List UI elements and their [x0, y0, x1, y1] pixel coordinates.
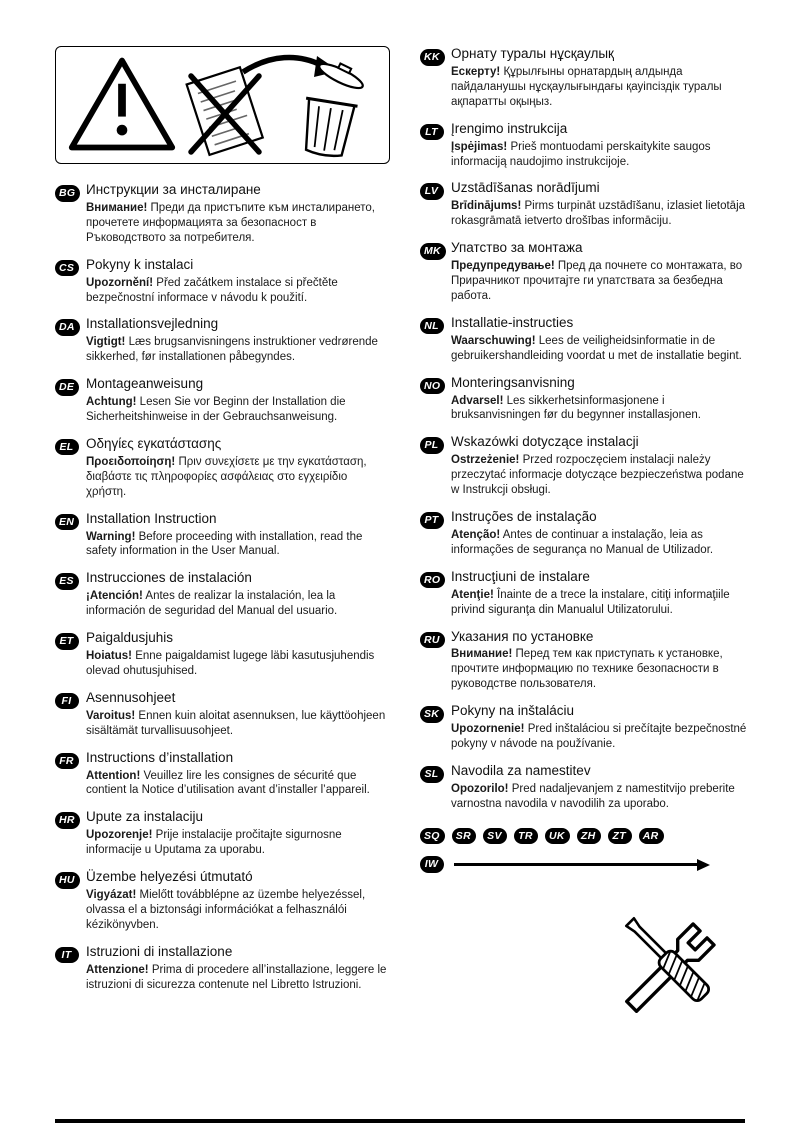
- language-code-badge: NO: [420, 378, 445, 395]
- entry-title: Pokyny k instalaci: [86, 256, 194, 272]
- entry-title: Istruzioni di installazione: [86, 943, 233, 959]
- language-entry: [55, 436, 390, 500]
- language-entry: [420, 180, 755, 229]
- language-code-badge: CS: [55, 260, 79, 277]
- entry-title: Installation Instruction: [86, 510, 217, 526]
- entry-text: [86, 316, 390, 365]
- entry-text: [86, 750, 390, 799]
- entry-body: [86, 589, 390, 619]
- language-entry: [55, 316, 390, 365]
- entry-body-text: Enne paigaldamist lugege läbi kasutusjuhendis olevad ohutusjuhised.: [86, 650, 375, 677]
- language-code-badge: ET: [55, 633, 79, 650]
- entry-title: Instruções de instalação: [451, 509, 597, 525]
- language-code-badge: DA: [55, 319, 80, 336]
- language-code-badge: UK: [545, 828, 570, 845]
- language-code-badge: LT: [420, 124, 444, 141]
- entry-body-text: Veuillez lire les consignes de sécurité que contient la Notice d’utilisation avant d’installer l’appareil.: [86, 769, 370, 797]
- badge-column: [420, 434, 451, 498]
- language-entry: [420, 375, 755, 424]
- entry-body: [86, 276, 390, 306]
- entry-body: [451, 782, 755, 812]
- language-code-badge: PT: [420, 512, 444, 529]
- badge-column: [55, 690, 86, 739]
- entry-warning-lead: Varoitus!: [86, 709, 136, 722]
- language-code-badge: SR: [452, 828, 476, 845]
- badge-column: [55, 750, 86, 799]
- badge-column: [55, 182, 86, 246]
- language-code-badge: RO: [420, 572, 445, 589]
- entry-body-text: Πριν συνεχίσετε με την εγκατάσταση, διαβάστε τις πληροφορίες ασφάλειας στο εγχειρίδιο χρήστη.: [86, 455, 367, 498]
- entry-body: [86, 455, 390, 500]
- language-entry: [55, 511, 390, 560]
- entry-body: [86, 888, 390, 933]
- entry-body: [451, 394, 755, 424]
- language-list-left: [55, 182, 390, 993]
- entry-text: [451, 509, 755, 558]
- entry-body-text: Mielőtt továbblépne az üzembe helyezéssel, olvassa el a biztonsági információkat a felhasználói kézikönyvben.: [86, 889, 366, 931]
- language-code-badge: RU: [420, 632, 445, 649]
- entry-body-text: Înainte de a trece la instalare, citiţi informaţiile privind siguranţa din Manualul Utilizatorului.: [451, 588, 730, 616]
- language-code-badge: ZH: [577, 828, 601, 845]
- badge-column: [55, 511, 86, 560]
- entry-title: Pokyny na inštaláciu: [451, 703, 575, 719]
- entry-body: [451, 140, 755, 170]
- entry-body: [86, 335, 390, 365]
- entry-body: [451, 453, 755, 498]
- footer-rule: [55, 1119, 745, 1123]
- entry-text: [86, 182, 390, 246]
- language-code-badge: TR: [514, 828, 538, 845]
- badge-column: [420, 240, 451, 304]
- badge-column: [420, 509, 451, 558]
- language-code-badge: EN: [55, 514, 79, 531]
- entry-body-text: Læs brugsanvisningens instruktioner vedrørende sikkerhed, før installationen påbegyndes.: [86, 336, 378, 364]
- language-entry: [55, 809, 390, 858]
- entry-warning-lead: Vigyázat!: [86, 889, 137, 901]
- language-code-badge: HR: [55, 812, 80, 829]
- language-code-badge: PL: [420, 437, 444, 454]
- language-code-badge: IT: [55, 947, 79, 964]
- entry-warning-lead: Hoiatus!: [86, 650, 132, 662]
- entry-warning-lead: Advarsel!: [451, 394, 504, 407]
- entry-body: [86, 769, 390, 799]
- entry-warning-lead: Upozorenje!: [86, 829, 153, 842]
- entry-body: [451, 259, 755, 304]
- entry-text: [86, 257, 390, 306]
- right-arrow: [454, 863, 698, 866]
- entry-warning-lead: Ескерту!: [451, 65, 501, 78]
- entry-title: Οδηγίες εγκατάστασης: [86, 435, 222, 451]
- language-entry: [420, 240, 755, 304]
- entry-text: [86, 436, 390, 500]
- entry-text: [451, 121, 755, 170]
- language-code-badge: NL: [420, 318, 444, 335]
- entry-title: Asennusohjeet: [86, 689, 176, 705]
- entry-title: Installatie-instructies: [451, 314, 574, 330]
- language-code-badge: LV: [420, 183, 444, 200]
- entry-warning-lead: Įspėjimas!: [451, 140, 508, 153]
- entry-title: Įrengimo instrukcija: [451, 120, 568, 136]
- entry-warning-lead: Внимание!: [86, 201, 148, 214]
- entry-body: [86, 530, 390, 560]
- entry-title: Instructions d’installation: [86, 749, 234, 765]
- badge-column: [55, 944, 86, 993]
- entry-warning-lead: Vigtigt!: [86, 336, 126, 349]
- entry-body-text: Prima di procedere all’installazione, leggere le istruzioni di sicurezza contenute nel Libretto Istruzioni.: [86, 963, 387, 991]
- entry-title: Указания по установке: [451, 628, 594, 644]
- badge-column: [55, 257, 86, 306]
- language-entry: [420, 434, 755, 498]
- entry-text: [86, 570, 390, 619]
- entry-title: Instrucţiuni de instalare: [451, 568, 590, 584]
- badge-column: [420, 763, 451, 812]
- entry-title: Орнату туралы нұсқаулық: [451, 46, 614, 61]
- badge-column: [55, 809, 86, 858]
- language-entry: [420, 763, 755, 812]
- badge-column: [420, 315, 451, 364]
- entry-body-text: Przed rozpoczęciem instalacji należy przeczytać informacje dotyczące bezpieczeństwa podane w Instrukcji obsługi.: [451, 454, 744, 497]
- warning-triangle-icon: [66, 54, 178, 156]
- entry-warning-lead: Opozorilo!: [451, 782, 509, 795]
- entry-text: [86, 944, 390, 993]
- entry-body-text: Before proceeding with installation, read the safety information in the User Manual.: [86, 530, 363, 558]
- entry-text: [86, 376, 390, 425]
- entry-body: [451, 588, 755, 618]
- language-code-badge: SK: [420, 706, 444, 723]
- entry-text: [451, 629, 755, 693]
- entry-body-text: Pred nadaljevanjem z namestitvijo preberite varnostna navodila v navodilih za uporabo.: [451, 782, 735, 810]
- entry-title: Monteringsanvisning: [451, 374, 575, 390]
- language-code-badge: SQ: [420, 828, 445, 845]
- entry-text: [451, 375, 755, 424]
- entry-title: Instrucciones de instalación: [86, 570, 252, 586]
- language-code-badge: SL: [420, 766, 444, 783]
- entry-text: [86, 809, 390, 858]
- language-code-badge: KK: [420, 49, 445, 66]
- entry-text: [451, 763, 755, 812]
- entry-body: [86, 963, 390, 993]
- entry-body-text: Les sikkerhetsinformasjonene i bruksanvisningen før du begynner installasjonen.: [451, 394, 701, 422]
- badge-column: [55, 570, 86, 619]
- entry-title: Navodila za namestitev: [451, 763, 591, 778]
- entry-text: [86, 690, 390, 739]
- entry-warning-lead: Предупредување!: [451, 260, 555, 273]
- badge-column: [55, 376, 86, 425]
- language-code-badge: ES: [55, 573, 79, 590]
- tools-illustration: [420, 887, 755, 1045]
- badge-column: [420, 46, 451, 110]
- language-entry: [55, 376, 390, 425]
- entry-body-text: Pred inštaláciou si prečítajte bezpečnostné pokyny v návode na používanie.: [451, 723, 747, 751]
- language-entry: [55, 690, 390, 739]
- entry-body: [86, 201, 390, 246]
- entry-title: Montageanweisung: [86, 376, 204, 392]
- badge-column: [420, 703, 451, 752]
- language-entry: [55, 630, 390, 679]
- badge-column: [420, 629, 451, 693]
- language-code-badge: HU: [55, 872, 80, 889]
- language-entry: [55, 257, 390, 306]
- language-code-badge: FR: [55, 753, 79, 770]
- entry-body: [86, 709, 390, 739]
- entry-warning-lead: Upozornenie!: [451, 723, 525, 736]
- language-entry: [55, 869, 390, 933]
- badge-column: [55, 316, 86, 365]
- entry-text: [86, 869, 390, 933]
- entry-body-text: Před začátkem instalace si přečtěte bezpečnostní informace v návodu k použití.: [86, 276, 338, 304]
- language-list-right: [420, 46, 755, 812]
- entry-warning-lead: ¡Atención!: [86, 590, 143, 603]
- entry-title: Upute za instalaciju: [86, 809, 204, 825]
- entry-text: [451, 703, 755, 752]
- entry-body-text: Ennen kuin aloitat asennuksen, lue käyttöohjeen sisältämät turvallisuusohjeet.: [86, 709, 386, 737]
- entry-body-text: Prije instalacije pročitajte sigurnosne informacije u Uputama za uporabu.: [86, 829, 342, 857]
- entry-body: [86, 395, 390, 425]
- discard-warning-illustration: [55, 46, 390, 164]
- entry-warning-lead: Attention!: [86, 769, 141, 782]
- entry-text: [451, 46, 755, 110]
- entry-text: [86, 511, 390, 560]
- entry-body: [451, 199, 755, 229]
- entry-text: [451, 434, 755, 498]
- entry-body-text: Преди да пристъпите към инсталирането, прочетете информацията за безопасност в Ръководството за потребителя.: [86, 201, 375, 244]
- crossed-document-into-trash-icon: [183, 52, 379, 158]
- badge-column: [55, 869, 86, 933]
- right-column: [420, 46, 755, 1045]
- badge-column: [55, 436, 86, 500]
- entry-warning-lead: Atenţie!: [451, 588, 494, 601]
- page-content: [55, 46, 755, 1045]
- language-entry: [420, 121, 755, 170]
- entry-body: [451, 65, 755, 110]
- badge-column: [420, 180, 451, 229]
- entry-body-text: Antes de realizar la instalación, lea la información de seguridad del Manual del usuario.: [86, 590, 338, 618]
- entry-body-text: Перед тем как приступать к установке, прочтите информацию по технике безопасности в руководстве пользователя.: [451, 648, 723, 691]
- entry-text: [451, 240, 755, 304]
- entry-warning-lead: Ostrzeżenie!: [451, 454, 520, 467]
- entry-text: [86, 630, 390, 679]
- badge-column: [420, 375, 451, 424]
- entry-body-text: Пред да почнете со монтажата, во Прирачникот прочитајте ги упатствата за безбедна работа.: [451, 260, 743, 302]
- entry-warning-lead: Achtung!: [86, 396, 137, 409]
- badge-column: [420, 569, 451, 618]
- language-code-badge: SV: [483, 828, 507, 845]
- entry-body-text: Antes de continuar a instalação, leia as informações de segurança no Manual de Utilizador.: [451, 528, 714, 556]
- entry-body: [86, 828, 390, 858]
- iw-arrow-row: [420, 856, 710, 873]
- entry-warning-lead: Brīdinājums!: [451, 200, 522, 213]
- entry-body-text: Lesen Sie vor Beginn der Installation die Sicherheitshinweise in der Gebrauchsanweisung.: [86, 396, 346, 423]
- entry-title: Üzembe helyezési útmutató: [86, 869, 253, 885]
- badge-column: [55, 630, 86, 679]
- language-entry: [420, 569, 755, 618]
- language-codes-row: [420, 828, 755, 845]
- wrench-screwdriver-icon: [593, 887, 751, 1045]
- entry-warning-lead: Upozornění!: [86, 276, 154, 289]
- entry-warning-lead: Atenção!: [451, 528, 501, 541]
- language-code-badge: BG: [55, 185, 80, 202]
- entry-body-text: Құрылғыны орнатардың алдында пайдаланушы нұсқаулығындағы қауіпсіздік туралы ақпаратты оқыңыз.: [451, 65, 722, 108]
- entry-body: [451, 647, 755, 692]
- language-code-badge: FI: [55, 693, 79, 710]
- language-code-badge: MK: [420, 243, 446, 260]
- language-entry: [420, 46, 755, 110]
- entry-body: [451, 528, 755, 558]
- entry-body-text: Lees de veiligheidsinformatie in de gebruikershandleiding voordat u met de installatie begint.: [451, 334, 742, 362]
- entry-text: [451, 180, 755, 229]
- language-entry: [420, 703, 755, 752]
- language-entry: [55, 182, 390, 246]
- language-code-badge: IW: [420, 856, 444, 873]
- left-column: [55, 46, 390, 1045]
- language-entry: [55, 750, 390, 799]
- entry-body-text: Pirms turpināt uzstādīšanu, izlasiet lietotāja rokasgrāmatā ietverto drošības informāciju.: [451, 200, 746, 228]
- language-entry: [420, 629, 755, 693]
- entry-warning-lead: Warning!: [86, 530, 136, 543]
- entry-body: [86, 649, 390, 679]
- entry-title: Инструкции за инсталиране: [86, 182, 261, 197]
- badge-column: [420, 121, 451, 170]
- entry-text: [451, 315, 755, 364]
- language-code-badge: DE: [55, 379, 79, 396]
- entry-warning-lead: Waarschuwing!: [451, 334, 536, 347]
- entry-title: Uzstādīšanas norādījumi: [451, 180, 600, 196]
- entry-title: Paigaldusjuhis: [86, 630, 174, 646]
- language-entry: [55, 944, 390, 993]
- right-arrow-head: [697, 859, 710, 871]
- entry-body-text: Prieš montuodami perskaitykite saugos informaciją naudojimo instrukcijoje.: [451, 140, 711, 168]
- entry-body: [451, 722, 755, 752]
- language-code-badge: AR: [639, 828, 664, 845]
- entry-title: Installationsvejledning: [86, 316, 219, 332]
- language-code-badge: ZT: [608, 828, 632, 845]
- language-code-badge: EL: [55, 439, 79, 456]
- entry-title: Wskazówki dotyczące instalacji: [451, 434, 639, 450]
- entry-title: Упатство за монтажа: [451, 240, 583, 256]
- entry-warning-lead: Attenzione!: [86, 963, 149, 976]
- language-entry: [55, 570, 390, 619]
- entry-warning-lead: Προειδοποίηση!: [86, 455, 176, 468]
- entry-body: [451, 334, 755, 364]
- language-entry: [420, 315, 755, 364]
- language-entry: [420, 509, 755, 558]
- entry-warning-lead: Внимание!: [451, 648, 513, 661]
- entry-text: [451, 569, 755, 618]
